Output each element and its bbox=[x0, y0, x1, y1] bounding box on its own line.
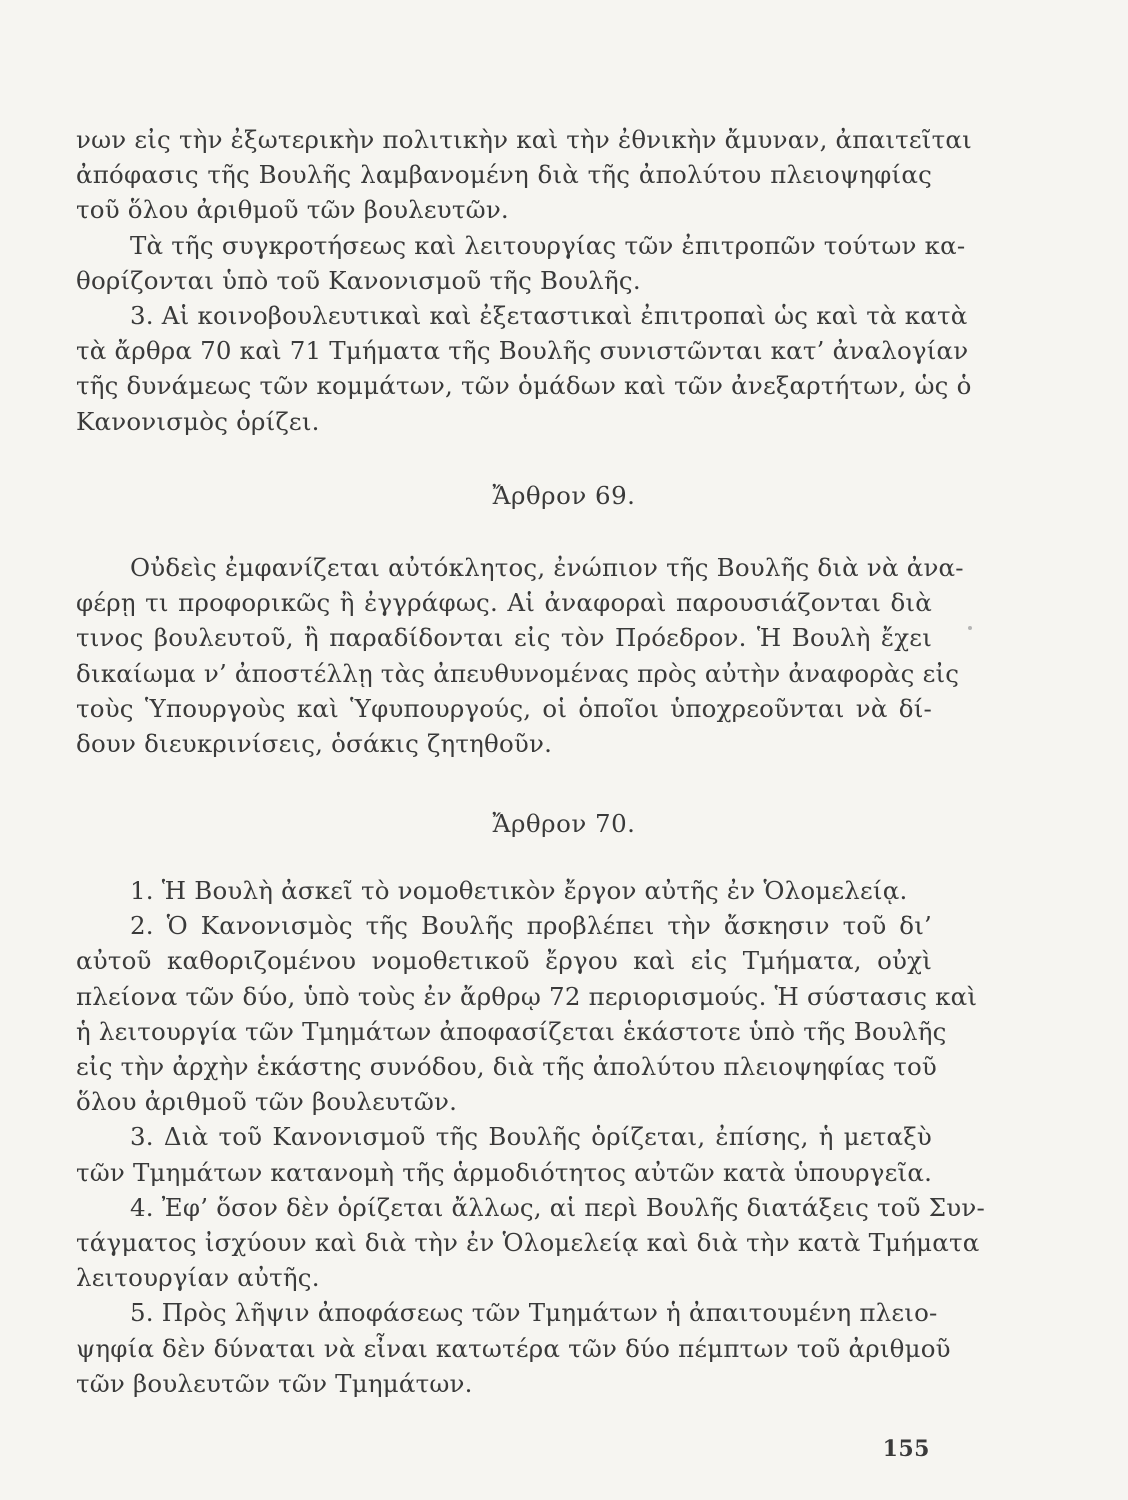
print-speck bbox=[968, 626, 972, 630]
article-68-continuation bbox=[76, 122, 972, 439]
text-line: δικαίωμα ν’ ἀποστέλλῃ τὰς ἀπευθυνομένας πρὸς αὐτὴν ἀναφορὰς εἰς bbox=[76, 658, 960, 688]
text-line: τῶν Τμημάτων κατανομὴ τῆς ἁρμοδιότητος αὐτῶν κατὰ ὑπουργεῖα. bbox=[76, 1157, 933, 1187]
text-line: 3. Διὰ τοῦ Κανονισμοῦ τῆς Βουλῆς ὁρίζεται, ἐπίσης, ἡ μεταξὺ bbox=[130, 1122, 932, 1152]
text-line: τὰ ἄρθρα 70 καὶ 71 Τμήματα τῆς Βουλῆς συνιστῶνται κατ’ ἀναλογίαν bbox=[76, 336, 969, 366]
text-line: 4. Ἐφ’ ὅσον δὲν ὁρίζεται ἄλλως, αἱ περὶ Βουλῆς διατάξεις τοῦ Συν- bbox=[130, 1192, 985, 1222]
text-line: τῶν βουλευτῶν τῶν Τμημάτων. bbox=[76, 1368, 473, 1398]
text-line: ψηφία δὲν δύναται νὰ εἶναι κατωτέρα τῶν δύο πέμπτων τοῦ ἀριθμοῦ bbox=[76, 1333, 951, 1363]
text-line: δουν διευκρινίσεις, ὁσάκις ζητηθοῦν. bbox=[76, 729, 553, 759]
text-line: τινος βουλευτοῦ, ἢ παραδίδονται εἰς τὸν Πρόεδρον. Ἡ Βουλὴ ἔχει bbox=[76, 623, 932, 653]
text-line: λειτουργίαν αὐτῆς. bbox=[76, 1263, 320, 1293]
text-line: τῆς δυνάμεως τῶν κομμάτων, τῶν ὁμάδων καὶ τῶν ἀνεξαρτήτων, ὡς ὁ bbox=[76, 371, 972, 401]
article-70-heading: Ἄρθρον 70. bbox=[492, 809, 636, 838]
text-line: ἀπόφασις τῆς Βουλῆς λαμβανομένη διὰ τῆς ἀπολύτου πλειοψηφίας bbox=[76, 160, 932, 190]
text-line: Κανονισμὸς ὁρίζει. bbox=[76, 406, 320, 436]
text-line: ὅλου ἀριθμοῦ τῶν βουλευτῶν. bbox=[76, 1087, 458, 1117]
text-line: τοὺς Ὑπουργοὺς καὶ Ὑφυπουργούς, οἱ ὁποῖοι ὑποχρεοῦνται νὰ δί- bbox=[76, 693, 932, 723]
text-line: Οὐδεὶς ἐμφανίζεται αὐτόκλητος, ἐνώπιον τῆς Βουλῆς διὰ νὰ ἀνα- bbox=[130, 553, 964, 582]
text-line: νων εἰς τὴν ἐξωτερικὴν πολιτικὴν καὶ τὴν ἐθνικὴν ἄμυναν, ἀπαιτεῖται bbox=[76, 125, 972, 154]
text-line: 5. Πρὸς λῆψιν ἀποφάσεως τῶν Τμημάτων ἡ ἀπαιτουμένη πλειο- bbox=[130, 1298, 938, 1328]
text-line: θορίζονται ὑπὸ τοῦ Κανονισμοῦ τῆς Βουλῆς. bbox=[76, 265, 641, 295]
text-line: αὐτοῦ καθοριζομένου νομοθετικοῦ ἔργου καὶ εἰς Τμήματα, οὐχὶ bbox=[76, 946, 932, 976]
text-line: 3. Αἱ κοινοβουλευτικαὶ καὶ ἐξεταστικαὶ ἐπιτροπαὶ ὡς καὶ τὰ κατὰ bbox=[130, 301, 968, 331]
text-line: πλείονα τῶν δύο, ὑπὸ τοὺς ἐν ἄρθρῳ 72 περιορισμούς. Ἡ σύστασις καὶ bbox=[76, 981, 978, 1011]
text-line: Τὰ τῆς συγκροτήσεως καὶ λειτουργίας τῶν ἐπιτροπῶν τούτων κα- bbox=[130, 230, 966, 260]
article-70-body bbox=[76, 873, 985, 1401]
text-line: εἰς τὴν ἀρχὴν ἑκάστης συνόδου, διὰ τῆς ἀπολύτου πλειοψηφίας τοῦ bbox=[76, 1052, 937, 1082]
text-line: ἡ λειτουργία τῶν Τμημάτων ἀποφασίζεται ἑκάστοτε ὑπὸ τῆς Βουλῆς bbox=[76, 1016, 947, 1046]
article-69-heading: Ἄρθρον 69. bbox=[492, 481, 636, 510]
page-number: 155 bbox=[882, 1436, 930, 1462]
text-line: 2. Ὁ Κανονισμὸς τῆς Βουλῆς προβλέπει τὴν ἄσκησιν τοῦ δι’ bbox=[130, 911, 932, 941]
text-line: 1. Ἡ Βουλὴ ἀσκεῖ τὸ νομοθετικὸν ἔργον αὐτῆς ἐν Ὁλομελείᾳ. bbox=[130, 876, 908, 905]
text-line: φέρῃ τι προφορικῶς ἢ ἐγγράφως. Αἱ ἀναφοραὶ παρουσιάζονται διὰ bbox=[76, 588, 932, 618]
text-line: τάγματος ἰσχύουν καὶ διὰ τὴν ἐν Ὁλομελείᾳ καὶ διὰ τὴν κατὰ Τμήματα bbox=[76, 1228, 980, 1258]
article-69-body bbox=[76, 550, 964, 761]
text-line: τοῦ ὅλου ἀριθμοῦ τῶν βουλευτῶν. bbox=[76, 195, 509, 225]
